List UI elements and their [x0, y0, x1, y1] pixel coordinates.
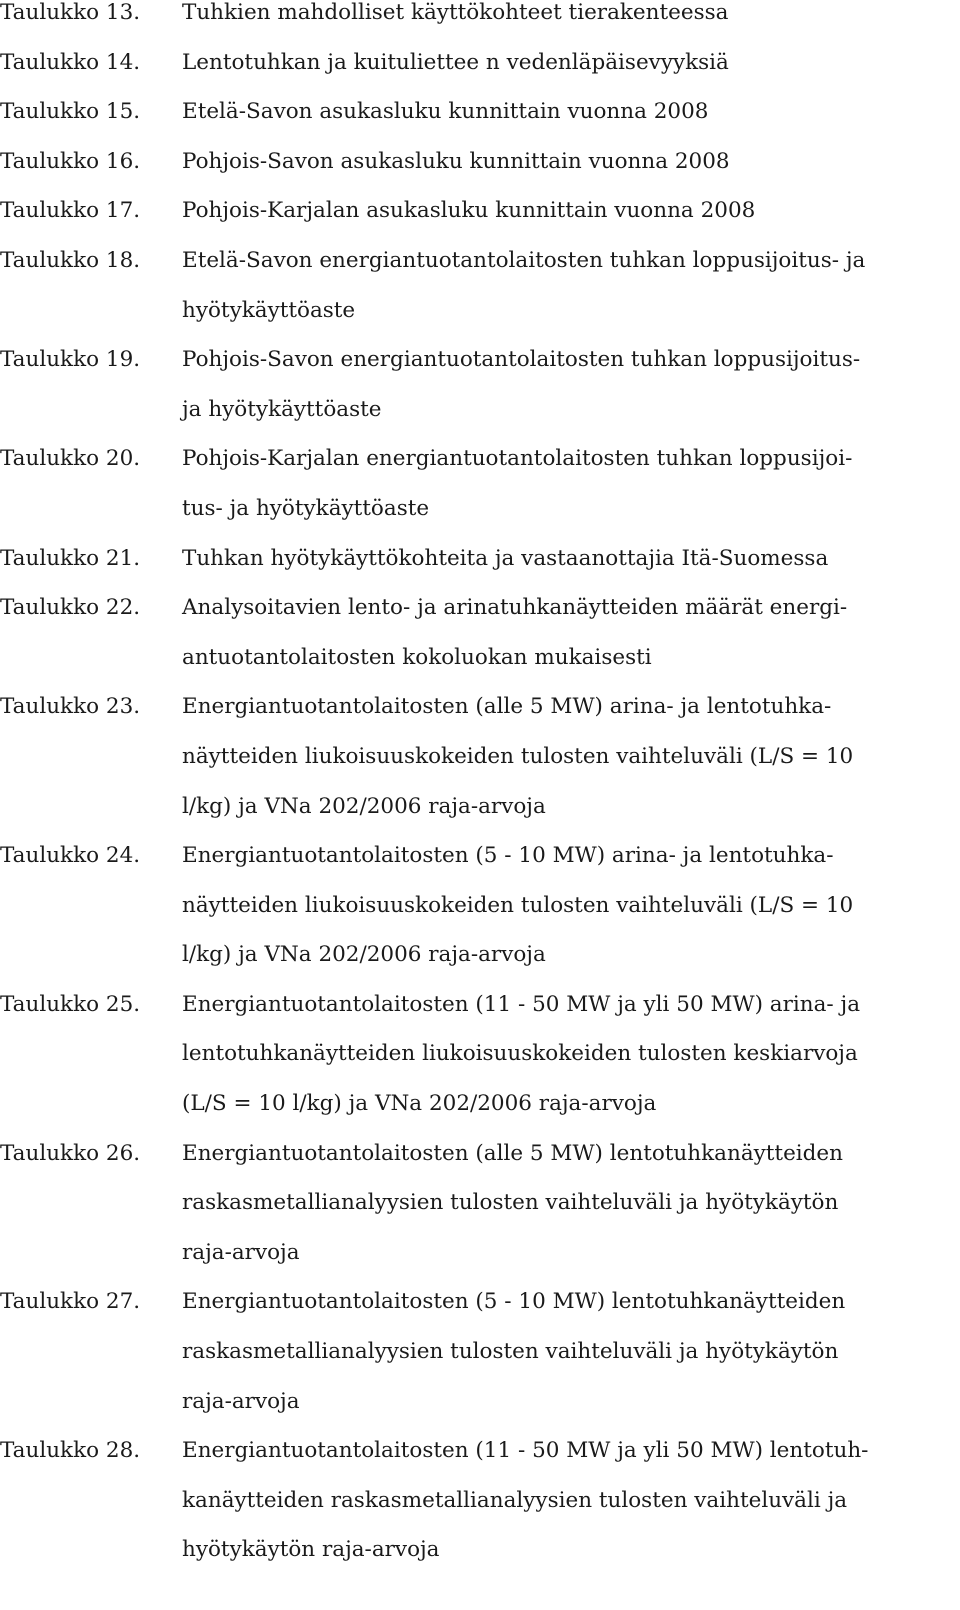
- table-title: Lentotuhkan ja kuituliettee n vedenläpäisevyyksiä: [182, 49, 729, 75]
- table-title: Energiantuotantolaitosten (5 - 10 MW) arina- ja lentotuhka- näytteiden liukoisuuskokeiden tulosten vaihteluväli (L/S = 10 l/kg) ja VNa 202/2006 raja-arvoja: [182, 843, 854, 968]
- list-item: [0, 0, 960, 38]
- table-number: Taulukko 21.: [0, 545, 141, 571]
- table-title: Energiantuotantolaitosten (11 - 50 MW ja yli 50 MW) arina- ja lentotuhkanäytteiden liukoisuuskokeiden tulosten keskiarvoja (L/S = 10 l/kg) ja VNa 202/2006 raja-arvoja: [182, 991, 861, 1117]
- list-item: [0, 980, 960, 1129]
- list-item: [0, 1426, 960, 1575]
- table-number: Taulukko 20.: [0, 446, 141, 472]
- list-item: [0, 1129, 960, 1278]
- list-item: [0, 137, 960, 187]
- table-number: Taulukko 13.: [0, 0, 141, 25]
- table-title: Energiantuotantolaitosten (alle 5 MW) lentotuhkanäytteiden raskasmetallianalyysien tulosten vaihteluväli ja hyötykäytön raja-arvoja: [182, 1140, 843, 1265]
- table-title: Pohjois-Savon energiantuotantolaitosten tuhkan loppusijoitus- ja hyötykäyttöaste: [182, 347, 861, 422]
- table-number: Taulukko 14.: [0, 49, 141, 75]
- table-number: Taulukko 18.: [0, 247, 141, 273]
- table-title: Etelä-Savon energiantuotantolaitosten tuhkan loppusijoitus- ja hyötykäyttöaste: [182, 247, 866, 323]
- table-title: Tuhkien mahdolliset käyttökohteet tierakenteessa: [182, 0, 729, 25]
- list-item: [0, 831, 960, 980]
- table-title: Pohjois-Karjalan asukasluku kunnittain vuonna 2008: [182, 198, 756, 224]
- list-item: [0, 236, 960, 335]
- table-title: Energiantuotantolaitosten (alle 5 MW) arina- ja lentotuhka- näytteiden liukoisuuskokeiden tulosten vaihteluväli (L/S = 10 l/kg) ja VNa 202/2006 raja-arvoja: [182, 694, 854, 819]
- table-number: Taulukko 24.: [0, 843, 141, 869]
- table-title: Pohjois-Karjalan energiantuotantolaitosten tuhkan loppusijoi- tus- ja hyötykäyttöaste: [182, 446, 853, 521]
- table-number: Taulukko 17.: [0, 198, 141, 224]
- list-item: [0, 583, 960, 682]
- table-number: Taulukko 23.: [0, 694, 141, 720]
- list-item: [0, 38, 960, 88]
- table-title: Tuhkan hyötykäyttökohteita ja vastaanottajia Itä-Suomessa: [182, 545, 829, 571]
- table-number: Taulukko 19.: [0, 347, 141, 373]
- table-number: Taulukko 15.: [0, 99, 141, 125]
- table-title: Etelä-Savon asukasluku kunnittain vuonna 2008: [182, 99, 709, 125]
- list-item: [0, 335, 960, 434]
- table-title: Analysoitavien lento- ja arinatuhkanäytteiden määrät energi- antuotantolaitosten kokoluokan mukaisesti: [182, 595, 848, 670]
- table-number: Taulukko 28.: [0, 1438, 141, 1464]
- table-number: Taulukko 16.: [0, 148, 141, 174]
- table-number: Taulukko 27.: [0, 1289, 141, 1315]
- table-title: Energiantuotantolaitosten (11 - 50 MW ja yli 50 MW) lentotuh- kanäytteiden raskasmetallianalyysien tulosten vaihteluväli ja hyötykäytön raja-arvoja: [182, 1438, 869, 1563]
- list-item: [0, 87, 960, 137]
- list-item: [0, 434, 960, 533]
- list-item: [0, 682, 960, 831]
- list-item: [0, 534, 960, 584]
- table-title: Energiantuotantolaitosten (5 - 10 MW) lentotuhkanäytteiden raskasmetallianalyysien tulosten vaihteluväli ja hyötykäytön raja-arvoja: [182, 1289, 846, 1414]
- table-number: Taulukko 22.: [0, 595, 141, 621]
- list-item: [0, 186, 960, 236]
- table-number: Taulukko 25.: [0, 991, 141, 1017]
- list-item: [0, 1277, 960, 1426]
- table-number: Taulukko 26.: [0, 1140, 141, 1166]
- table-title: Pohjois-Savon asukasluku kunnittain vuonna 2008: [182, 148, 730, 174]
